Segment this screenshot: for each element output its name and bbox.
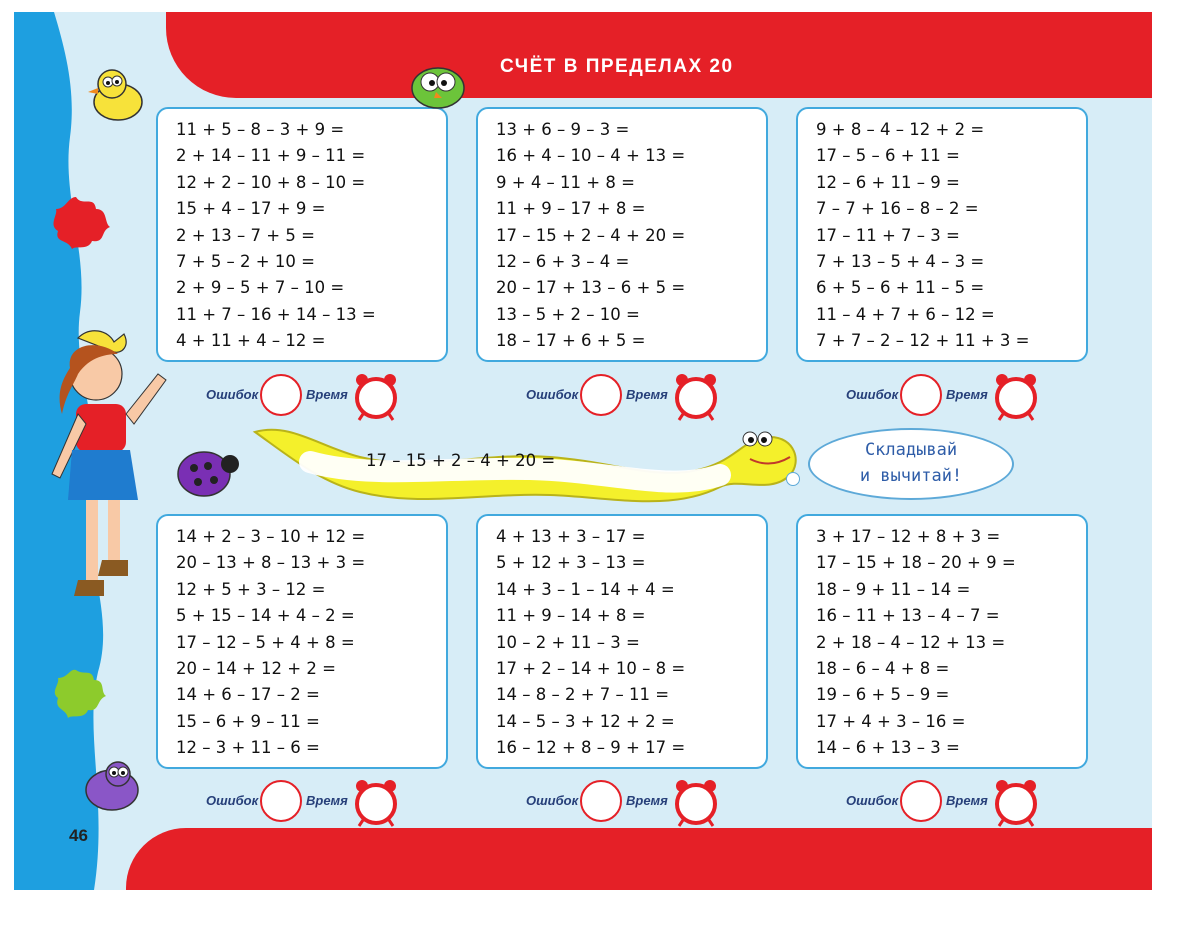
exercise-line: 6 + 5 – 6 + 11 – 5 = [816, 278, 985, 298]
bubble-line-1: Складывай [864, 440, 958, 460]
exercise-line: 12 + 2 – 10 + 8 – 10 = [176, 172, 366, 192]
exercise-line: 17 – 15 + 18 – 20 + 9 = [816, 553, 1016, 573]
exercise-line: 2 + 13 – 7 + 5 = [176, 225, 315, 245]
exercise-line: 15 + 4 – 17 + 9 = [176, 199, 326, 219]
score-row-4 [206, 778, 436, 826]
red-paint-splash-icon [46, 187, 116, 257]
time-label: Время [306, 793, 348, 808]
score-row-2 [526, 372, 756, 420]
errors-label: Ошибок [846, 793, 899, 808]
exercise-line: 20 – 14 + 12 + 2 = [176, 659, 336, 679]
exercise-line: 4 + 13 + 3 – 17 = [496, 527, 646, 546]
exercise-line: 14 – 8 – 2 + 7 – 11 = [496, 685, 670, 705]
exercise-line: 4 + 11 + 4 – 12 = [176, 331, 326, 351]
exercise-line: 12 + 5 + 3 – 12 = [176, 579, 326, 599]
page-title: СЧЁТ В ПРЕДЕЛАХ 20 [500, 56, 734, 77]
errors-circle[interactable] [260, 374, 302, 416]
exercise-line: 11 – 4 + 7 + 6 – 12 = [816, 304, 995, 324]
errors-circle[interactable] [260, 780, 302, 822]
purple-bird-icon [70, 750, 154, 820]
exercise-line: 11 + 5 – 8 – 3 + 9 = [176, 120, 345, 139]
exercise-line: 14 + 6 – 17 – 2 = [176, 685, 320, 705]
green-bird-icon [398, 48, 478, 118]
errors-circle[interactable] [900, 780, 942, 822]
exercise-box-1 [156, 107, 448, 362]
exercise-line: 14 – 5 – 3 + 12 + 2 = [496, 711, 675, 731]
time-label: Время [306, 387, 348, 402]
exercise-line: 2 + 18 – 4 – 12 + 13 = [816, 632, 1006, 652]
bubble-tail [786, 472, 800, 486]
exercise-line: 5 + 12 + 3 – 13 = [496, 553, 646, 573]
exercise-line: 11 + 9 – 14 + 8 = [496, 606, 646, 626]
exercise-line: 14 + 2 – 3 – 10 + 12 = [176, 527, 366, 546]
exercise-line: 13 + 6 – 9 – 3 = [496, 120, 630, 139]
exercise-box-3 [796, 107, 1088, 362]
exercise-line: 15 – 6 + 9 – 11 = [176, 711, 320, 731]
alarm-clock-icon[interactable] [352, 778, 400, 828]
exercise-line: 16 – 11 + 13 – 4 – 7 = [816, 606, 1000, 626]
time-label: Время [946, 793, 988, 808]
exercise-line: 2 + 14 – 11 + 9 – 11 = [176, 146, 366, 166]
exercise-line: 16 + 4 – 10 – 4 + 13 = [496, 146, 686, 166]
exercise-box-4 [156, 514, 448, 769]
exercise-line: 17 – 5 – 6 + 11 = [816, 146, 960, 166]
exercise-box-5 [476, 514, 768, 769]
exercise-line: 9 + 8 – 4 – 12 + 2 = [816, 120, 985, 139]
time-label: Время [626, 387, 668, 402]
snake-expression: 17 – 15 + 2 – 4 + 20 = [366, 451, 556, 470]
score-row-5 [526, 778, 756, 826]
workbook-page [14, 12, 1152, 890]
girl-illustration [38, 324, 178, 624]
errors-circle[interactable] [580, 780, 622, 822]
exercise-line: 7 + 7 – 2 – 12 + 11 + 3 = [816, 331, 1030, 351]
exercise-line: 17 – 12 – 5 + 4 + 8 = [176, 632, 355, 652]
exercise-line: 18 – 6 – 4 + 8 = [816, 659, 950, 679]
exercise-line: 7 + 13 – 5 + 4 – 3 = [816, 252, 985, 272]
errors-label: Ошибок [526, 793, 579, 808]
exercise-line: 12 – 3 + 11 – 6 = [176, 738, 320, 758]
score-row-3 [846, 372, 1076, 420]
time-label: Время [626, 793, 668, 808]
exercise-line: 18 – 17 + 6 + 5 = [496, 331, 646, 351]
green-paint-splash-icon [50, 662, 112, 724]
alarm-clock-icon[interactable] [672, 372, 720, 422]
exercise-line: 16 – 12 + 8 – 9 + 17 = [496, 738, 686, 758]
exercise-line: 20 – 17 + 13 – 6 + 5 = [496, 278, 686, 298]
alarm-clock-icon[interactable] [992, 778, 1040, 828]
errors-label: Ошибок [526, 387, 579, 402]
errors-circle[interactable] [580, 374, 622, 416]
exercise-line: 11 + 9 – 17 + 8 = [496, 199, 646, 219]
page-number: 46 [69, 826, 88, 845]
exercise-line: 17 + 2 – 14 + 10 – 8 = [496, 659, 686, 679]
exercise-line: 11 + 7 – 16 + 14 – 13 = [176, 304, 376, 324]
exercise-line: 5 + 15 – 14 + 4 – 2 = [176, 606, 355, 626]
top-banner [166, 12, 1152, 98]
bubble-line-2: и вычитай! [859, 466, 963, 486]
exercise-line: 9 + 4 – 11 + 8 = [496, 172, 635, 192]
exercise-line: 19 – 6 + 5 – 9 = [816, 685, 950, 705]
exercise-line: 17 – 15 + 2 – 4 + 20 = [496, 225, 686, 245]
exercise-line: 14 – 6 + 13 – 3 = [816, 738, 960, 758]
exercise-box-2 [476, 107, 768, 362]
speech-bubble [808, 428, 1014, 500]
score-row-6 [846, 778, 1076, 826]
exercise-line: 14 + 3 – 1 – 14 + 4 = [496, 579, 675, 599]
exercise-line: 13 – 5 + 2 – 10 = [496, 304, 640, 324]
exercise-line: 17 + 4 + 3 – 16 = [816, 711, 966, 731]
yellow-bird-icon [76, 54, 156, 134]
exercise-line: 12 – 6 + 11 – 9 = [816, 172, 960, 192]
exercise-box-6 [796, 514, 1088, 769]
errors-circle[interactable] [900, 374, 942, 416]
alarm-clock-icon[interactable] [992, 372, 1040, 422]
exercise-line: 3 + 17 – 12 + 8 + 3 = [816, 527, 1001, 546]
exercise-line: 10 – 2 + 11 – 3 = [496, 632, 640, 652]
errors-label: Ошибок [206, 793, 259, 808]
alarm-clock-icon[interactable] [672, 778, 720, 828]
exercise-line: 7 – 7 + 16 – 8 – 2 = [816, 199, 979, 219]
alarm-clock-icon[interactable] [352, 372, 400, 422]
exercise-line: 2 + 9 – 5 + 7 – 10 = [176, 278, 345, 298]
ladybug-icon [170, 442, 242, 502]
exercise-line: 20 – 13 + 8 – 13 + 3 = [176, 553, 366, 573]
exercise-line: 18 – 9 + 11 – 14 = [816, 579, 971, 599]
exercise-line: 7 + 5 – 2 + 10 = [176, 252, 315, 272]
errors-label: Ошибок [206, 387, 259, 402]
exercise-line: 17 – 11 + 7 – 3 = [816, 225, 960, 245]
bottom-banner [126, 828, 1152, 890]
score-row-1 [206, 372, 436, 420]
exercise-line: 12 – 6 + 3 – 4 = [496, 252, 630, 272]
errors-label: Ошибок [846, 387, 899, 402]
time-label: Время [946, 387, 988, 402]
